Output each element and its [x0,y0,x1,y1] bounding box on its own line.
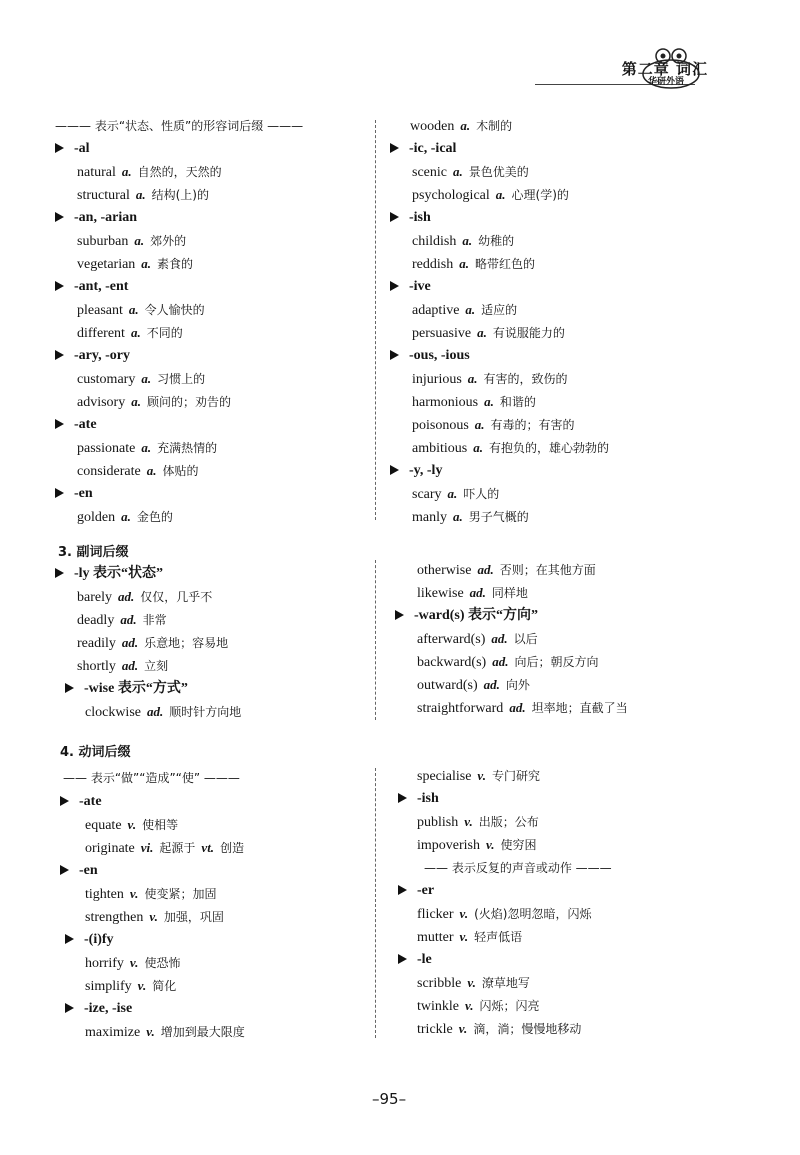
suffix-heading [390,462,442,480]
entry-text: scribble [417,976,462,991]
entry-text: mutter [417,930,454,945]
vocab-entry [390,301,517,319]
vocab-entry [55,393,231,411]
entry-text: 习惯上的 [157,372,206,386]
entry-text: -ish [417,791,439,806]
triangle-bullet-icon [55,419,64,429]
vocab-entry [395,767,540,785]
vocab-entry [395,928,522,946]
entry-text: scary [412,487,442,502]
entry-text: trickle [417,1022,453,1037]
entry-text: -ary, -ory [74,348,130,363]
triangle-bullet-icon [55,488,64,498]
chapter-heading: 第二章 词汇 [621,60,708,78]
entry-text: straightforward [417,701,504,716]
entry-text: 自然的，天然的 [137,165,222,179]
suffix-heading [55,416,97,434]
vocab-entry [55,508,173,526]
entry-text: -en [74,486,93,501]
entry-text: v. [129,955,139,970]
vocab-entry [55,634,228,652]
entry-text: ambitious [412,441,468,456]
entry-text: 顾问的；劝告的 [146,395,231,409]
entry-text: 滴，淌；慢慢地移动 [473,1022,582,1036]
entry-text: -ward(s) 表示“方向” [414,608,539,623]
vocab-entry [390,439,609,457]
vocab-entry [388,117,512,135]
vocab-entry [390,324,565,342]
vocab-entry [395,699,628,717]
triangle-bullet-icon [55,568,64,578]
entry-text: strengthen [85,910,144,925]
entry-text: 专门研究 [491,769,540,783]
entry-text: outward(s) [417,678,478,693]
suffix-heading [398,790,439,808]
entry-text: -ate [79,794,102,809]
entry-text: childish [412,234,457,249]
entry-text: ad. [146,704,164,719]
triangle-bullet-icon [390,212,399,222]
entry-text: considerate [77,464,141,479]
entry-text: 仅仅，几乎不 [140,590,213,604]
entry-text: ad. [477,562,494,577]
column-divider [375,120,376,520]
section-heading-verb: 4. 动词后缀 [60,745,131,760]
entry-text: 创造 [220,841,245,855]
vocab-entry [395,561,596,579]
entry-text: 吓人的 [463,487,500,501]
entry-text: a. [473,440,483,455]
entry-text: vi. [140,840,154,855]
entry-text: a. [121,164,132,179]
entry-text: different [77,326,125,341]
suffix-heading [65,931,114,949]
entry-text: ad. [120,612,137,627]
entry-text: 使穷困 [500,838,537,852]
vocab-entry [395,653,598,671]
entry-text: 素食的 [157,257,194,271]
suffix-heading [390,209,431,227]
entry-text: a. [474,417,485,432]
vocab-entry [390,393,536,411]
triangle-bullet-icon [65,1003,74,1013]
entry-text: -le [417,952,432,967]
vocab-entry [395,584,528,602]
entry-text: 出版；公布 [478,815,539,829]
vocab-entry [55,163,222,181]
triangle-bullet-icon [65,683,74,693]
suffix-heading [398,951,432,969]
entry-text: ad. [492,654,509,669]
entry-text: psychological [412,188,490,203]
entry-text: 充满热情的 [157,441,218,455]
entry-text: v. [486,837,495,852]
entry-text: twinkle [417,999,459,1014]
vocab-entry [55,657,168,675]
entry-text: 幼稚的 [478,234,515,248]
entry-text: deadly [77,613,115,628]
entry-text: v. [129,886,139,901]
entry-text: likewise [417,586,464,601]
entry-text: afterward(s) [417,632,486,647]
entry-text: 有毒的；有害的 [490,418,575,432]
entry-text: -y, -ly [409,463,443,478]
vocab-entry [63,816,178,834]
vocab-entry [390,163,529,181]
entry-text: -wise 表示“方式” [84,681,188,696]
vocab-entry [55,186,209,204]
entry-text: horrify [85,956,124,971]
suffix-heading [60,793,102,811]
entry-text: v. [146,1024,155,1039]
entry-text: -ive [409,279,431,294]
vocab-entry [55,588,212,606]
suffix-heading [395,607,538,625]
entry-text: 金色的 [136,510,173,524]
entry-text: v. [137,978,147,993]
entry-text: 加强，巩固 [163,910,224,924]
triangle-bullet-icon [60,796,69,806]
entry-text: v. [127,817,137,832]
entry-text: golden [77,510,116,525]
suffix-heading [60,862,98,880]
logo-text: 华研外语 [648,77,685,87]
entry-text: v. [459,929,469,944]
triangle-bullet-icon [65,934,74,944]
entry-text: ad. [121,635,139,650]
entry-text: a. [131,394,141,409]
vocab-entry [55,439,217,457]
suffix-heading [55,278,128,296]
entry-text: ad. [491,631,508,646]
entry-text: 郊外的 [150,234,187,248]
vocab-entry [63,885,216,903]
entry-text: barely [77,590,112,605]
entry-text: originate [85,841,135,856]
entry-text: 起源于 [159,841,196,855]
entry-text: 乐意地；容易地 [144,636,229,650]
column-divider [375,768,376,1038]
sound-suffix-bracket: —— 表示反复的声音或动作 ——— [424,861,612,875]
entry-text: -ize, -ise [84,1001,133,1016]
vocab-entry [390,416,575,434]
entry-text: 体贴的 [162,464,199,478]
vocab-entry [63,954,180,972]
adjective-suffix-bracket: ——— 表示“状态、性质”的形容词后缀 ——— [55,119,304,133]
entry-text: a. [146,463,157,478]
entry-text: v. [459,906,469,921]
entry-text: v. [465,998,474,1013]
entry-text: 轻声低语 [474,930,523,944]
triangle-bullet-icon [55,350,64,360]
entry-text: shortly [77,659,116,674]
entry-text: 立刻 [144,659,169,673]
entry-text: 潦草地写 [481,976,530,990]
entry-text: -ant, -ent [74,279,129,294]
triangle-bullet-icon [398,885,407,895]
triangle-bullet-icon [55,281,64,291]
triangle-bullet-icon [390,465,399,475]
entry-text: ad. [469,585,486,600]
suffix-heading [390,140,456,158]
entry-text: 向后；朝反方向 [514,655,599,669]
entry-text: 男子气概的 [468,510,529,524]
triangle-bullet-icon [390,350,399,360]
entry-text: 使相等 [142,818,179,832]
vocab-entry [395,1020,581,1038]
suffix-heading [55,347,130,365]
entry-text: a. [484,394,494,409]
entry-text: customary [77,372,136,387]
triangle-bullet-icon [60,865,69,875]
suffix-heading [65,1000,132,1018]
entry-text: reddish [412,257,454,272]
triangle-bullet-icon [55,143,64,153]
entry-text: -an, -arian [74,210,137,225]
entry-text: publish [417,815,459,830]
entry-text: clockwise [85,705,141,720]
suffix-heading [55,485,93,503]
entry-text: a. [141,256,152,271]
entry-text: a. [130,325,141,340]
vocab-entry [395,997,540,1015]
vocab-entry [63,977,176,995]
entry-text: tighten [85,887,124,902]
triangle-bullet-icon [390,281,399,291]
entry-text: 简化 [152,979,177,993]
vocab-entry [390,186,569,204]
entry-text: structural [77,188,130,203]
entry-text: 使变紧；加固 [144,887,217,901]
entry-text: manly [412,510,447,525]
entry-text: poisonous [412,418,469,433]
entry-text: simplify [85,979,132,994]
entry-text: 有说服能力的 [492,326,565,340]
entry-text: 否则；在其他方面 [499,563,596,577]
entry-text: impoverish [417,838,480,853]
column-divider [375,560,376,720]
entry-text: 非常 [142,613,167,627]
entry-text: vegetarian [77,257,136,272]
vocab-entry [55,462,199,480]
entry-text: 令人愉快的 [144,303,205,317]
entry-text: 使恐怖 [144,956,181,970]
entry-text: a. [477,325,487,340]
entry-text: 顺时针方向地 [169,705,242,719]
suffix-heading [55,140,90,158]
entry-text: a. [452,164,463,179]
entry-text: a. [447,486,458,501]
verb-suffix-bracket: —— 表示“做”“造成”“使” ——— [63,771,240,785]
entry-text: a. [462,233,473,248]
entry-text: a. [495,187,506,202]
entry-text: flicker [417,907,454,922]
suffix-heading [55,565,163,583]
triangle-bullet-icon [398,954,407,964]
entry-text: 不同的 [146,326,183,340]
entry-text: -ous, -ious [409,348,470,363]
vocab-entry [63,839,244,857]
entry-text: readily [77,636,116,651]
entry-text: a. [141,440,152,455]
entry-text: a. [453,509,463,524]
entry-text: 有抱负的，雄心勃勃的 [488,441,609,455]
triangle-bullet-icon [395,610,404,620]
entry-text: 和谐的 [499,395,536,409]
entry-text: 适应的 [481,303,518,317]
entry-text: advisory [77,395,126,410]
entry-text: 略带红色的 [474,257,535,271]
entry-text: vt. [201,840,215,855]
entry-text: 以后 [513,632,538,646]
vocab-entry [395,676,530,694]
entry-text: -ly 表示“状态” [74,566,164,581]
entry-text: 结构(上)的 [151,188,209,202]
vocab-entry [395,836,537,854]
entry-text: ad. [121,658,139,673]
entry-text: 景色优美的 [468,165,529,179]
entry-text: wooden [410,119,455,134]
vocab-entry [63,908,224,926]
entry-text: -al [74,141,90,156]
entry-text: 同样地 [491,586,528,600]
vocab-entry [55,324,183,342]
entry-text: 闪烁；闪亮 [479,999,540,1013]
vocab-entry [55,255,193,273]
suffix-heading [55,209,137,227]
entry-text: a. [141,371,152,386]
entry-text: specialise [417,769,472,784]
page-number: –95– [372,1090,407,1108]
entry-text: v. [467,975,476,990]
entry-text: v. [149,909,158,924]
entry-text: v. [464,814,473,829]
entry-text: maximize [85,1025,141,1040]
entry-text: persuasive [412,326,472,341]
entry-text: a. [460,118,471,133]
entry-text: -ate [74,417,97,432]
vocab-entry [390,508,529,526]
entry-text: adaptive [412,303,460,318]
entry-text: 坦率地；直截了当 [531,701,628,715]
vocab-entry [55,232,186,250]
vocab-entry [390,232,514,250]
section-heading-adverb: 3. 副词后缀 [58,545,129,560]
entry-text: -ish [409,210,431,225]
entry-text: a. [467,371,478,386]
entry-text: 向外 [505,678,530,692]
entry-text: ad. [509,700,526,715]
vocab-entry [395,974,530,992]
entry-text: a. [465,302,476,317]
entry-text: 木制的 [476,119,513,133]
vocab-entry [55,301,205,319]
vocab-entry [390,485,499,503]
suffix-heading [65,680,188,698]
entry-text: ad. [117,589,135,604]
entry-text: a. [121,509,131,524]
entry-text: 有害的，致伤的 [483,372,568,386]
entry-text: a. [135,187,146,202]
entry-text: scenic [412,165,447,180]
suffix-heading [390,347,470,365]
entry-text: 增加到最大限度 [160,1025,245,1039]
entry-text: natural [77,165,116,180]
suffix-heading [398,882,434,900]
entry-text: a. [134,233,145,248]
entry-text: -(i)fy [84,932,114,947]
entry-text: suburban [77,234,129,249]
vocab-entry [395,813,539,831]
entry-text: (火焰)忽明忽暗，闪烁 [474,907,592,921]
vocab-entry [395,630,538,648]
entry-text: -en [79,863,98,878]
entry-text: backward(s) [417,655,487,670]
vocab-entry [63,1023,245,1041]
entry-text: -ic, -ical [409,141,457,156]
suffix-heading [390,278,431,296]
triangle-bullet-icon [398,793,407,803]
triangle-bullet-icon [390,143,399,153]
entry-text: 心理(学)的 [511,188,569,202]
vocab-entry [63,703,241,721]
entry-text: a. [459,256,469,271]
entry-text: v. [458,1021,468,1036]
entry-text: equate [85,818,122,833]
entry-text: passionate [77,441,136,456]
entry-text: pleasant [77,303,123,318]
triangle-bullet-icon [55,212,64,222]
vocab-entry [55,611,167,629]
entry-text: otherwise [417,563,472,578]
vocab-entry [390,370,568,388]
entry-text: ad. [483,677,500,692]
entry-text: v. [477,768,486,783]
vocab-entry [55,370,205,388]
entry-text: -er [417,883,435,898]
vocab-entry [395,905,591,923]
vocab-entry [390,255,535,273]
entry-text: harmonious [412,395,479,410]
entry-text: a. [128,302,139,317]
entry-text: injurious [412,372,462,387]
